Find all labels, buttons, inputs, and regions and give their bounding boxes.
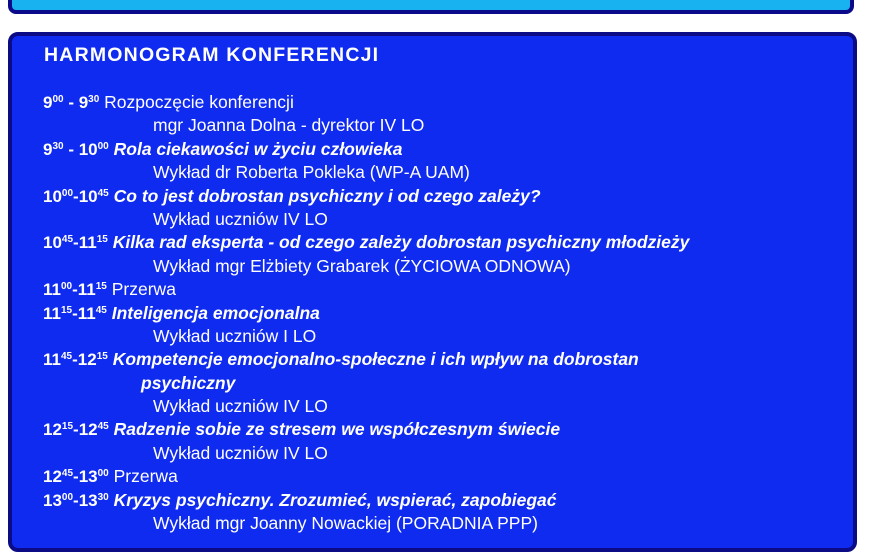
schedule-item xyxy=(43,489,843,512)
time-minutes: 15 xyxy=(61,421,74,433)
time-range: $10^{00}-10^{45}$ xyxy=(43,186,109,206)
schedule-item xyxy=(43,91,843,114)
schedule-item xyxy=(43,465,843,488)
schedule-topic: psychiczny xyxy=(141,372,236,393)
time-minutes: 15 xyxy=(96,351,108,363)
speaker-line: Wykład uczniów IV LO xyxy=(153,396,328,417)
time-range: $11^{00}-11^{15}$ xyxy=(43,280,107,300)
time-minutes: 30 xyxy=(97,491,109,503)
header-banner xyxy=(8,0,854,14)
time-minutes: 15 xyxy=(95,281,107,293)
time-range: $12^{45}-13^{00}$ xyxy=(43,467,109,487)
schedule-item xyxy=(43,138,843,161)
time-range: $12^{15}-12^{45}$ xyxy=(43,420,109,440)
time-minutes: 00 xyxy=(60,281,73,293)
speaker-line: Wykład dr Roberta Pokleka (WP-A UAM) xyxy=(153,162,470,183)
schedule-topic: Kryzys psychiczny. Zrozumieć, wspierać, zapobiegać xyxy=(113,489,557,510)
time-range: $9^{00} - 9^{30}$ xyxy=(43,93,100,112)
schedule-topic: Kompetencje emocjonalno-społeczne i ich wpływ na dobrostan xyxy=(112,349,639,370)
schedule-topic-continued xyxy=(43,372,843,395)
speaker-line: Wykład mgr Elżbiety Grabarek (ŻYCIOWA ODNOWA) xyxy=(153,255,571,276)
time-range: $10^{45}-11^{15}$ xyxy=(43,233,108,253)
schedule-topic: Inteligencja emocjonalna xyxy=(111,302,320,323)
schedule-item xyxy=(43,185,843,208)
speaker-line: Wykład uczniów IV LO xyxy=(153,442,328,463)
time-range: $11^{45}-12^{15}$ xyxy=(43,350,108,370)
time-range: $13^{00}-13^{30}$ xyxy=(43,490,109,510)
time-minutes: 00 xyxy=(97,140,109,152)
time-minutes: 45 xyxy=(60,351,73,363)
time-minutes: 00 xyxy=(61,187,74,199)
schedule-topic: Rola ciekawości w życiu człowieka xyxy=(113,138,403,159)
speaker-line: Wykład mgr Joanny Nowackiej (PORADNIA PPP) xyxy=(153,513,538,534)
speaker-line: Wykład uczniów IV LO xyxy=(153,208,328,229)
time-minutes: 30 xyxy=(52,140,64,152)
time-range: $9^{30} - 10^{00}$ xyxy=(43,139,109,159)
schedule-topic: Kilka rad eksperta - od czego zależy dobrostan psychiczny młodzieży xyxy=(112,232,690,253)
time-minutes: 30 xyxy=(88,94,100,105)
speaker-line: mgr Joanna Dolna - dyrektor IV LO xyxy=(153,115,425,136)
time-minutes: 45 xyxy=(61,468,74,480)
time-minutes: 45 xyxy=(95,304,107,316)
time-minutes: 45 xyxy=(61,234,74,246)
schedule-item xyxy=(43,302,843,325)
speaker-line: Wykład uczniów I LO xyxy=(153,325,317,346)
schedule-topic: Radzenie sobie ze stresem we współczesnym świecie xyxy=(113,419,561,440)
time-minutes: 00 xyxy=(97,468,109,480)
schedule-topic: Rozpoczęcie konferencji xyxy=(104,92,294,112)
time-minutes: 45 xyxy=(97,187,109,199)
time-minutes: 00 xyxy=(52,94,64,105)
schedule-item xyxy=(43,418,843,441)
schedule-item xyxy=(43,278,843,301)
time-minutes: 15 xyxy=(96,234,108,246)
schedule-list xyxy=(43,91,843,535)
time-range: $11^{15}-11^{45}$ xyxy=(43,303,107,323)
schedule-item xyxy=(43,348,843,371)
schedule-topic: Co to jest dobrostan psychiczny i od czego zależy? xyxy=(113,185,541,206)
schedule-topic: Przerwa xyxy=(113,466,178,487)
page-title: HARMONOGRAM KONFERENCJI xyxy=(44,44,380,66)
time-minutes: 15 xyxy=(60,304,73,316)
time-minutes: 00 xyxy=(61,491,74,503)
schedule-item xyxy=(43,231,843,254)
schedule-panel xyxy=(8,32,857,552)
time-minutes: 45 xyxy=(97,421,109,433)
schedule-topic: Przerwa xyxy=(111,279,176,300)
